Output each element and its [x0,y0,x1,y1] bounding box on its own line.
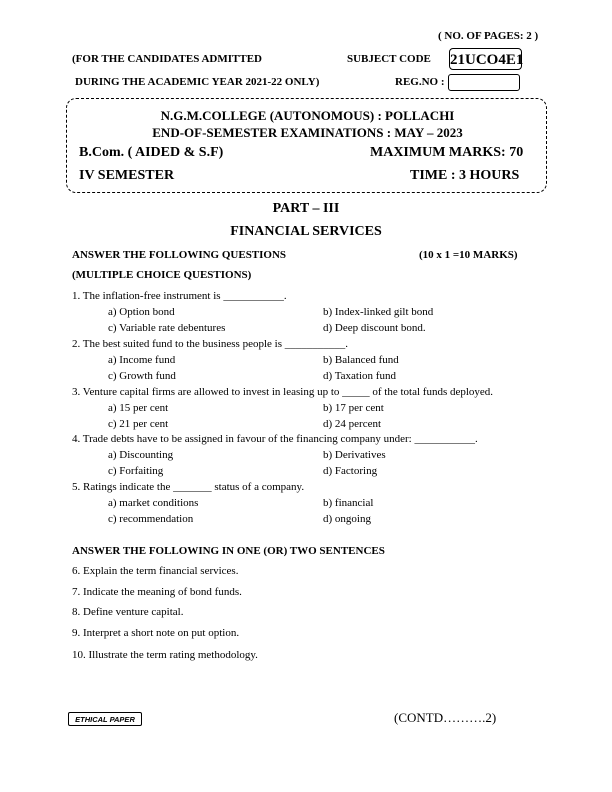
contd-note: (CONTD……….2) [394,710,497,725]
section-b-heading: ANSWER THE FOLLOWING IN ONE (OR) TWO SENTENCES [72,545,385,557]
mcq-option-5b: b) financial [323,497,374,509]
exam-info-box [66,98,547,193]
course-name: B.Com. ( AIDED & S.F) [79,145,224,160]
section-a-heading: ANSWER THE FOLLOWING QUESTIONS [72,249,287,261]
mcq-option-5d: d) ongoing [323,513,371,525]
mcq-option-3d: d) 24 percent [323,418,382,430]
mcq-option-3a: a) 15 per cent [108,402,169,414]
short-question-8: 8. Define venture capital. [72,606,184,618]
mcq-option-4b: b) Derivatives [323,449,386,461]
mcq-question-3: 3. Venture capital firms are allowed to invest in leasing up to _____ of the total funds deployed. [72,386,494,398]
college-name: N.G.M.COLLEGE (AUTONOMOUS) : POLLACHI [160,108,455,123]
short-question-6: 6. Explain the term financial services. [72,565,239,577]
reg-no-box [448,74,520,91]
mcq-option-4c: c) Forfaiting [108,465,164,477]
mcq-question-2: 2. The best suited fund to the business people is ___________. [72,338,348,350]
mcq-option-1b: b) Index-linked gilt bond [323,306,434,318]
mcq-question-1: 1. The inflation-free instrument is ___________. [72,290,287,302]
mcq-option-4d: d) Factoring [323,465,378,477]
mcq-option-1a: a) Option bond [108,306,175,318]
subject-code-box: 21UCO4E1 [449,48,522,70]
mcq-option-4a: a) Discounting [108,449,174,461]
section-a-subheading: (MULTIPLE CHOICE QUESTIONS) [72,269,252,281]
mcq-option-1c: c) Variable rate debentures [108,322,226,334]
subject-title: FINANCIAL SERVICES [230,224,382,239]
no-of-pages: ( NO. OF PAGES: 2 ) [438,30,539,42]
candidates-admitted-line1: (FOR THE CANDIDATES ADMITTED [72,53,262,65]
part-title: PART – III [272,201,340,216]
mcq-option-3b: b) 17 per cent [323,402,384,414]
maximum-marks: MAXIMUM MARKS: 70 [370,145,524,160]
exam-title: END-OF-SEMESTER EXAMINATIONS : MAY – 2023 [152,125,463,140]
semester: IV SEMESTER [79,168,175,183]
candidates-admitted-line2: DURING THE ACADEMIC YEAR 2021-22 ONLY) [75,76,320,88]
mcq-option-3c: c) 21 per cent [108,418,169,430]
mcq-option-1d: d) Deep discount bond. [323,322,426,334]
mcq-question-5: 5. Ratings indicate the _______ status of a company. [72,481,305,493]
section-a-marks: (10 x 1 =10 MARKS) [419,249,518,261]
mcq-question-4: 4. Trade debts have to be assigned in favour of the financing company under: ___________. [72,433,478,445]
exam-time: TIME : 3 HOURS [410,168,520,183]
ethical-paper-tag: ETHICAL PAPER [68,712,142,726]
mcq-option-5c: c) recommendation [108,513,194,525]
mcq-option-2b: b) Balanced fund [323,354,399,366]
mcq-option-2c: c) Growth fund [108,370,176,382]
mcq-option-5a: a) market conditions [108,497,199,509]
subject-code-label: SUBJECT CODE [347,53,431,65]
mcq-option-2d: d) Taxation fund [323,370,396,382]
short-question-7: 7. Indicate the meaning of bond funds. [72,586,242,598]
short-question-10: 10. Illustrate the term rating methodology. [72,649,258,661]
reg-no-label: REG.NO : [395,76,445,88]
short-question-9: 9. Interpret a short note on put option. [72,627,240,639]
mcq-option-2a: a) Income fund [108,354,176,366]
